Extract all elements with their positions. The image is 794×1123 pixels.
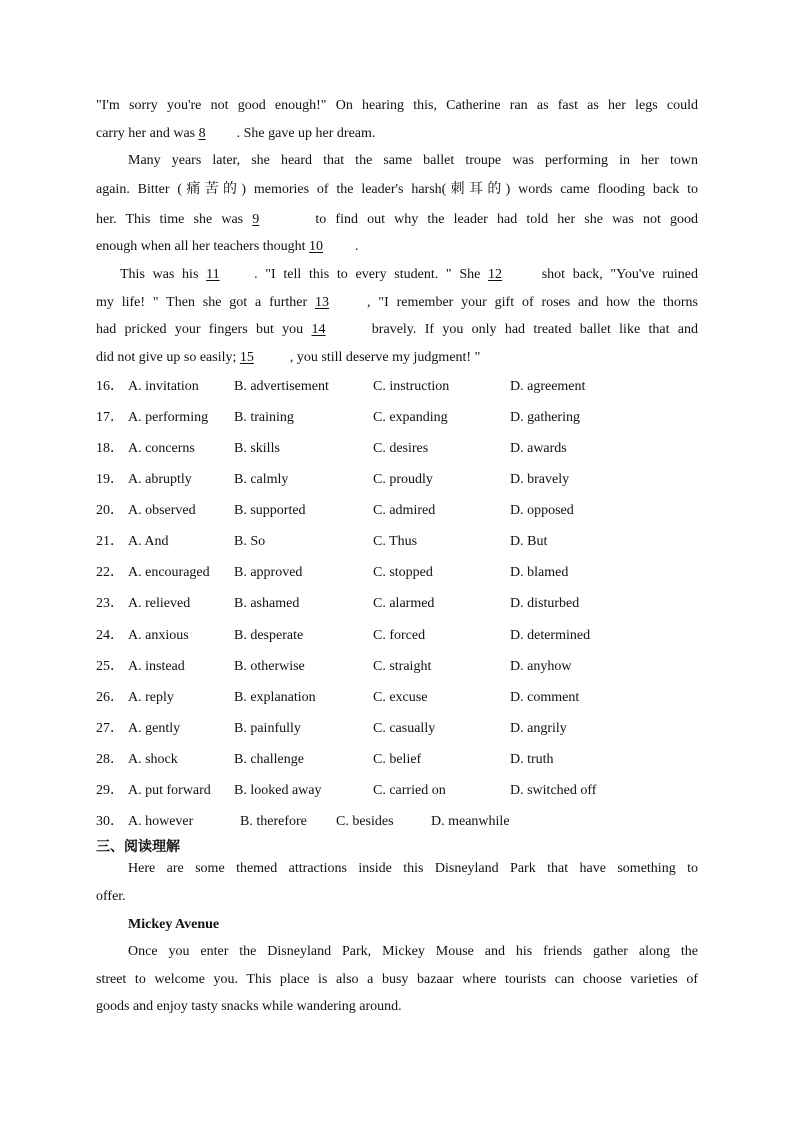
option-c: C. expanding <box>373 410 448 425</box>
passage-line: street to welcome you. This place is also a busy bazaar where tourists can choose varieties of <box>96 972 698 987</box>
option-a: A. instead <box>128 659 185 674</box>
blank-12: 12 <box>488 267 503 282</box>
option-d: D. anyhow <box>510 659 572 674</box>
passage-line: my life! " Then she got a further 13 , "I remember your gift of roses and how the thorns <box>96 295 698 310</box>
option-a: A. anxious <box>128 628 189 643</box>
option-d: D. blamed <box>510 565 569 580</box>
option-b: B. calmly <box>234 472 289 487</box>
passage-line: This was his 11 . "I tell this to every student. " She 12 shot back, "You've ruined <box>120 267 699 282</box>
option-d: D. opposed <box>510 503 574 518</box>
option-a: A. abruptly <box>128 472 192 487</box>
option-b: B. therefore <box>240 814 307 829</box>
option-d: D. But <box>510 534 548 549</box>
option-d: D. meanwhile <box>431 814 510 829</box>
option-a: A. And <box>128 534 169 549</box>
option-c: C. straight <box>373 659 432 674</box>
option-c: C. desires <box>373 441 429 456</box>
option-a: A. gently <box>128 721 181 736</box>
option-b: B. supported <box>234 503 306 518</box>
option-a: A. performing <box>128 410 209 425</box>
option-d: D. truth <box>510 752 554 767</box>
blank-13: 13 <box>315 295 330 310</box>
attraction-heading: Mickey Avenue <box>128 917 220 932</box>
option-a: A. observed <box>128 503 196 518</box>
option-b: B. explanation <box>234 690 316 705</box>
option-b: B. skills <box>234 441 280 456</box>
option-d: D. agreement <box>510 379 586 394</box>
option-d: D. determined <box>510 628 591 643</box>
blank-14: 14 <box>311 322 326 337</box>
option-b: B. challenge <box>234 752 304 767</box>
blank-10: 10 <box>309 239 324 254</box>
option-c: C. Thus <box>373 534 418 549</box>
option-b: B. So <box>234 534 266 549</box>
option-b: B. painfully <box>234 721 301 736</box>
option-b: B. approved <box>234 565 303 580</box>
option-c: C. alarmed <box>373 596 435 611</box>
option-c: C. admired <box>373 503 436 518</box>
blank-9: 9 <box>252 212 260 227</box>
option-d: D. gathering <box>510 410 580 425</box>
option-c: C. instruction <box>373 379 450 394</box>
document-page: "I'm sorry you're not good enough!" On hearing this, Catherine ran as fast as her legs could carry her and was 8 . She gave up her dream. Many years later, she heard that the same ballet troupe was performing in her town again. Bitter (痛苦的) memories of the leader's harsh(刺耳的) words came flooding back to her. This time she was 9 to find out why the leader had told her she was not good enough when all her teachers thought 10 . This was his 11 . "I tell this to every student. " She 12 shot back, "You've ruined my life! " Then she got a further 13 , "I remember your gift of roses and how the thorns had pricked your fingers but you 14 bravely. If you only had treated ballet like that and did not give up so easily; 15 , you still deserve my judgment! " 16． A. invitation B. advertisement C. instruction D. agreement 17． A. performing B. training C. expanding D. gathering 18． A. concerns B. skills C. desires D. awards 19． A. abruptly B. calmly C. proudly D. bravely 20． A. observed B. supported C. admired D. opposed 21． A. And B. So C. Thus D. But 22． A. encouraged B. approved C. stopped D. blamed 23． A. relieved B. ashamed C. alarmed D. disturbed 24． A. anxious B. desperate C. forced D. determined 25． A. instead B. otherwise C. straight D. anyhow 26． A. reply B. explanation C. excuse D. comment 27． A. gently B. painfully C. casually D. angrily 28． A. shock B. challenge C. belief D. truth 29． A. put forward B. looked away C. carried on D. switched off 30． A. however B. therefore C. besides D. meanwhile 三、阅读理解 Here are some themed attractions inside this Disneyland Park that have something to offer. Mickey Avenue Once you enter the Disneyland Park, Mickey Mouse and his friends gather along the street to welcome you. This place is also a busy bazaar where tourists can choose varieties of goods and enjoy tasty snacks while wandering around. <box>0 0 794 1123</box>
option-a: A. concerns <box>128 441 195 456</box>
passage-line: "I'm sorry you're not good enough!" On hearing this, Catherine ran as fast as her legs could <box>96 98 698 113</box>
option-c: C. carried on <box>373 783 446 798</box>
passage-line: enough when all her teachers thought 10 . <box>96 239 359 254</box>
option-b: B. advertisement <box>234 379 329 394</box>
blank-8: 8 <box>198 126 206 141</box>
option-a: A. however <box>128 814 194 829</box>
option-c: C. stopped <box>373 565 433 580</box>
option-b: B. training <box>234 410 294 425</box>
section-title: 三、阅读理解 <box>96 839 180 855</box>
passage-line: offer. <box>96 889 126 904</box>
passage-line: goods and enjoy tasty snacks while wandering around. <box>96 999 402 1014</box>
option-a: A. shock <box>128 752 178 767</box>
passage-line: Once you enter the Disneyland Park, Mickey Mouse and his friends gather along the <box>128 944 698 959</box>
option-a: A. relieved <box>128 596 191 611</box>
option-b: B. desperate <box>234 628 304 643</box>
passage-line: her. This time she was 9 to find out why the leader had told her she was not good <box>96 212 699 227</box>
passage-line: carry her and was 8 . She gave up her dream. <box>96 126 376 141</box>
option-c: C. besides <box>336 814 394 829</box>
option-a: A. invitation <box>128 379 199 394</box>
passage-line: Here are some themed attractions inside this Disneyland Park that have something to <box>128 861 698 876</box>
option-c: C. proudly <box>373 472 433 487</box>
option-b: B. otherwise <box>234 659 305 674</box>
option-c: C. belief <box>373 752 422 767</box>
option-a: A. encouraged <box>128 565 210 580</box>
option-b: B. ashamed <box>234 596 300 611</box>
option-d: D. switched off <box>510 783 597 798</box>
option-d: D. awards <box>510 441 567 456</box>
option-c: C. forced <box>373 628 426 643</box>
option-b: B. looked away <box>234 783 322 798</box>
passage-line: Many years later, she heard that the same ballet troupe was performing in her town <box>128 153 698 168</box>
passage-line: again. Bitter (痛苦的) memories of the leader's harsh(刺耳的) words came flooding back to <box>96 182 698 197</box>
option-c: C. casually <box>373 721 436 736</box>
option-d: D. comment <box>510 690 580 705</box>
option-a: A. reply <box>128 690 174 705</box>
option-c: C. excuse <box>373 690 428 705</box>
passage-line: had pricked your fingers but you 14 bravely. If you only had treated ballet like that and <box>96 322 698 337</box>
option-d: D. disturbed <box>510 596 580 611</box>
blank-11: 11 <box>206 267 220 282</box>
option-d: D. angrily <box>510 721 567 736</box>
passage-line: did not give up so easily; 15 , you still deserve my judgment! " <box>96 350 481 365</box>
blank-15: 15 <box>239 350 254 365</box>
option-a: A. put forward <box>128 783 211 798</box>
option-d: D. bravely <box>510 472 570 487</box>
